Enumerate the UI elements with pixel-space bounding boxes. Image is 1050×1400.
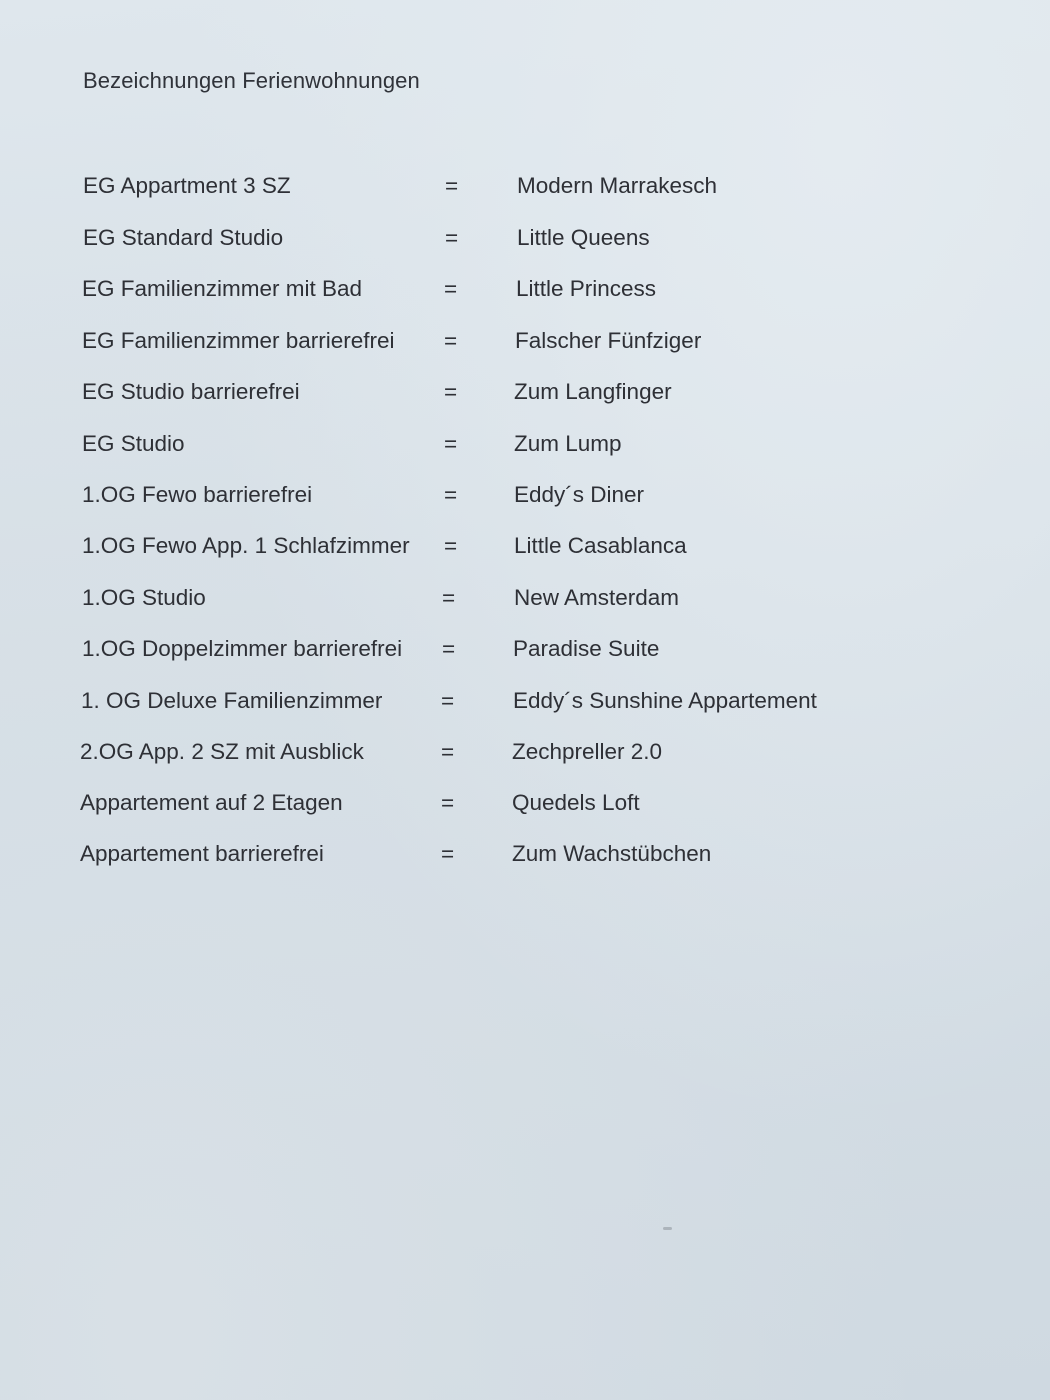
apartment-type-label: 1.OG Fewo App. 1 Schlafzimmer xyxy=(82,533,410,558)
list-item xyxy=(83,223,983,253)
list-item xyxy=(80,839,980,869)
apartment-type-label: EG Familienzimmer mit Bad xyxy=(82,276,363,301)
apartment-name: Modern Marrakesch xyxy=(517,173,718,198)
list-item xyxy=(82,326,982,356)
apartment-name: Falscher Fünfziger xyxy=(515,328,702,353)
equals-sign: = xyxy=(441,739,455,764)
apartment-name: Zum Langfinger xyxy=(514,379,672,404)
list-item xyxy=(83,171,983,201)
list-item xyxy=(82,583,982,613)
equals-sign: = xyxy=(445,173,459,198)
equals-sign: = xyxy=(441,790,455,815)
document-title: Bezeichnungen Ferienwohnungen xyxy=(83,68,420,93)
apartment-type-label: EG Standard Studio xyxy=(83,225,284,250)
list-item xyxy=(80,788,980,818)
list-item xyxy=(82,634,982,664)
equals-sign: = xyxy=(444,431,458,456)
list-item xyxy=(82,480,982,510)
apartment-name: Paradise Suite xyxy=(513,636,660,661)
apartment-type-label: Appartement auf 2 Etagen xyxy=(80,790,343,815)
apartment-name: New Amsterdam xyxy=(514,585,680,610)
equals-sign: = xyxy=(441,841,455,866)
equals-sign: = xyxy=(442,636,456,661)
equals-sign: = xyxy=(444,482,458,507)
apartment-type-label: 1. OG Deluxe Familienzimmer xyxy=(81,688,383,713)
apartment-name: Zum Wachstübchen xyxy=(512,841,712,866)
apartment-type-label: Appartement barrierefrei xyxy=(80,841,324,866)
list-item xyxy=(82,531,982,561)
equals-sign: = xyxy=(444,276,458,301)
apartment-name: Zum Lump xyxy=(514,431,622,456)
list-item xyxy=(80,737,980,767)
equals-sign: = xyxy=(444,328,458,353)
apartment-name: Little Princess xyxy=(516,276,657,301)
apartment-type-label: 2.OG App. 2 SZ mit Ausblick xyxy=(80,739,364,764)
equals-sign: = xyxy=(444,379,458,404)
list-item xyxy=(81,686,981,716)
apartment-name: Quedels Loft xyxy=(512,790,640,815)
apartment-type-label: 1.OG Studio xyxy=(82,585,206,610)
equals-sign: = xyxy=(442,585,456,610)
apartment-name: Little Casablanca xyxy=(514,533,687,558)
apartment-type-label: 1.OG Fewo barrierefrei xyxy=(82,482,313,507)
equals-sign: = xyxy=(444,533,458,558)
list-item xyxy=(82,274,982,304)
apartment-type-label: EG Studio xyxy=(82,431,185,456)
apartment-name: Little Queens xyxy=(517,225,650,250)
apartment-name: Eddy´s Diner xyxy=(514,482,645,507)
equals-sign: = xyxy=(441,688,455,713)
paper-speck xyxy=(663,1227,672,1230)
apartment-type-label: EG Studio barrierefrei xyxy=(82,379,300,404)
apartment-type-label: EG Appartment 3 SZ xyxy=(83,173,291,198)
list-item xyxy=(82,377,982,407)
apartment-type-label: EG Familienzimmer barrierefrei xyxy=(82,328,395,353)
equals-sign: = xyxy=(445,225,459,250)
list-item xyxy=(82,429,982,459)
apartment-type-label: 1.OG Doppelzimmer barrierefrei xyxy=(82,636,403,661)
apartment-name: Zechpreller 2.0 xyxy=(512,739,663,764)
apartment-name: Eddy´s Sunshine Appartement xyxy=(513,688,817,713)
